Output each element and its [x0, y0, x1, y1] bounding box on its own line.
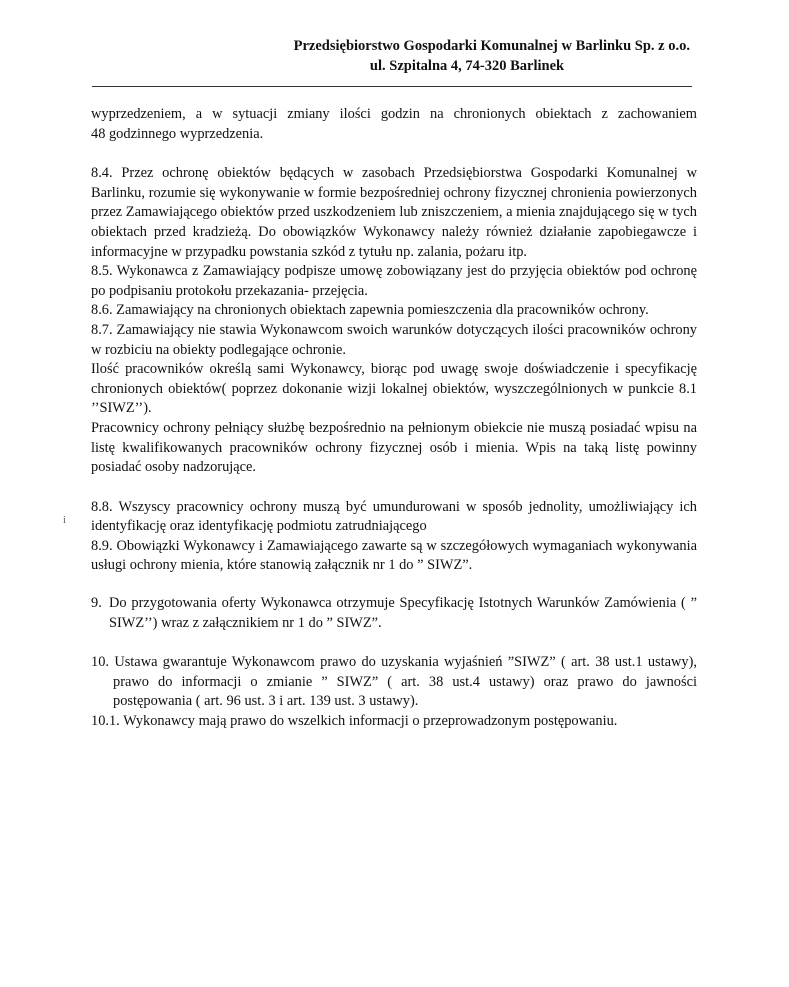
paragraph-9-number: 9. — [91, 595, 109, 612]
section-gap — [91, 576, 697, 594]
paragraph-9 — [91, 594, 697, 633]
document-body — [91, 105, 697, 732]
paragraph-8-7-c: Pracownicy ochrony pełniący służbę bezpośrednio na pełnionym obiekcie nie muszą posiadać wpisu na listę kwalifikowanych pracowników ochrony fizycznej osób i mienia. Wpis na taką listę powinny posiadać osoby nadzorujące. — [91, 419, 697, 476]
letterhead — [92, 36, 692, 76]
paragraph-8-9: 8.9. Obowiązki Wykonawcy i Zamawiającego zawarte są w szczegółowych wymaganiach wykonywania usługi ochrony mienia, które stanowią załącznik nr 1 do ” SIWZ”. — [91, 537, 697, 574]
paragraph-10: 10. Ustawa gwarantuje Wykonawcom prawo do uzyskania wyjaśnień ”SIWZ” ( art. 38 ust.1 ustawy), prawo do informacji o zmianie ” SIWZ” ( art. 38 ust.4 ustawy) oraz prawo do jawności postępowania ( art. 96 ust. 3 i art. 139 ust. 3 ustawy). — [91, 654, 697, 710]
paragraph-8-4: 8.4. Przez ochronę obiektów będących w zasobach Przedsiębiorstwa Gospodarki Komunalnej w Barlinku, rozumie się wykonywanie w formie bezpośredniej ochrony fizycznej chronienia powierzonych przez Zamawiającego obiektów przed uszkodzeniem lub zniszczeniem, a mienia znajdującego się w tych obiektach przed kradzieżą. Do obowiązków Wykonawcy należy również działanie zapobiegawcze i informacyjne w przypadku powstania szkód z tytułu np. zalania, pożaru itp. — [91, 165, 697, 260]
company-address: ul. Szpitalna 4, 74-320 Barlinek — [369, 58, 565, 74]
paragraph-8-6: 8.6. Zamawiający na chronionych obiektach zapewnia pomieszczenia dla pracowników ochrony. — [91, 302, 649, 319]
header-divider — [92, 86, 692, 87]
paragraph-8-8: 8.8. Wszyscy pracownicy ochrony muszą być umundurowani w sposób jednolity, umożliwiający ich identyfikację oraz identyfikację podmiotu zatrudniającego — [91, 498, 697, 535]
paragraph-9-text: Do przygotowania oferty Wykonawca otrzymuje Specyfikację Istotnych Warunków Zamówienia ( ” SIWZ’’) wraz z załącznikiem nr 1 do ” SIWZ”. — [109, 595, 697, 631]
paragraph-line: wyprzedzeniem, a w sytuacji zmiany ilości godzin na chronionych obiektach z zachowaniem — [91, 106, 697, 122]
paragraph-8-7 — [91, 321, 697, 478]
paragraph-continuation — [91, 105, 697, 144]
stray-mark: i — [63, 515, 66, 526]
paragraph-8-7-b: Ilość pracowników określą sami Wykonawcy, biorąc pod uwagę swoje doświadczenie i specyfikację chronionych obiektów( poprzez dokonanie wizji lokalnej obiektów, wyszczególnionych w punkcie 8.1 ’’SIWZ’’). — [91, 361, 697, 417]
company-name: Przedsiębiorstwo Gospodarki Komunalnej w Barlinku Sp. z o.o. — [293, 38, 690, 54]
paragraph-8-7-a: 8.7. Zamawiający nie stawia Wykonawcom swoich warunków dotyczących ilości pracowników ochrony w rozbiciu na obiekty podlegające ochronie. — [91, 321, 697, 358]
paragraph-line: 48 godzinnego wyprzedzenia. — [91, 125, 264, 142]
paragraph-10-1: 10.1. Wykonawcy mają prawo do wszelkich informacji o przeprowadzonym postępowaniu. — [91, 713, 618, 730]
paragraph-8-5: 8.5. Wykonawca z Zamawiający podpisze umowę zobowiązany jest do przyjęcia obiektów pod ochronę po podpisaniu protokołu przekazania- przejęcia. — [91, 263, 697, 299]
